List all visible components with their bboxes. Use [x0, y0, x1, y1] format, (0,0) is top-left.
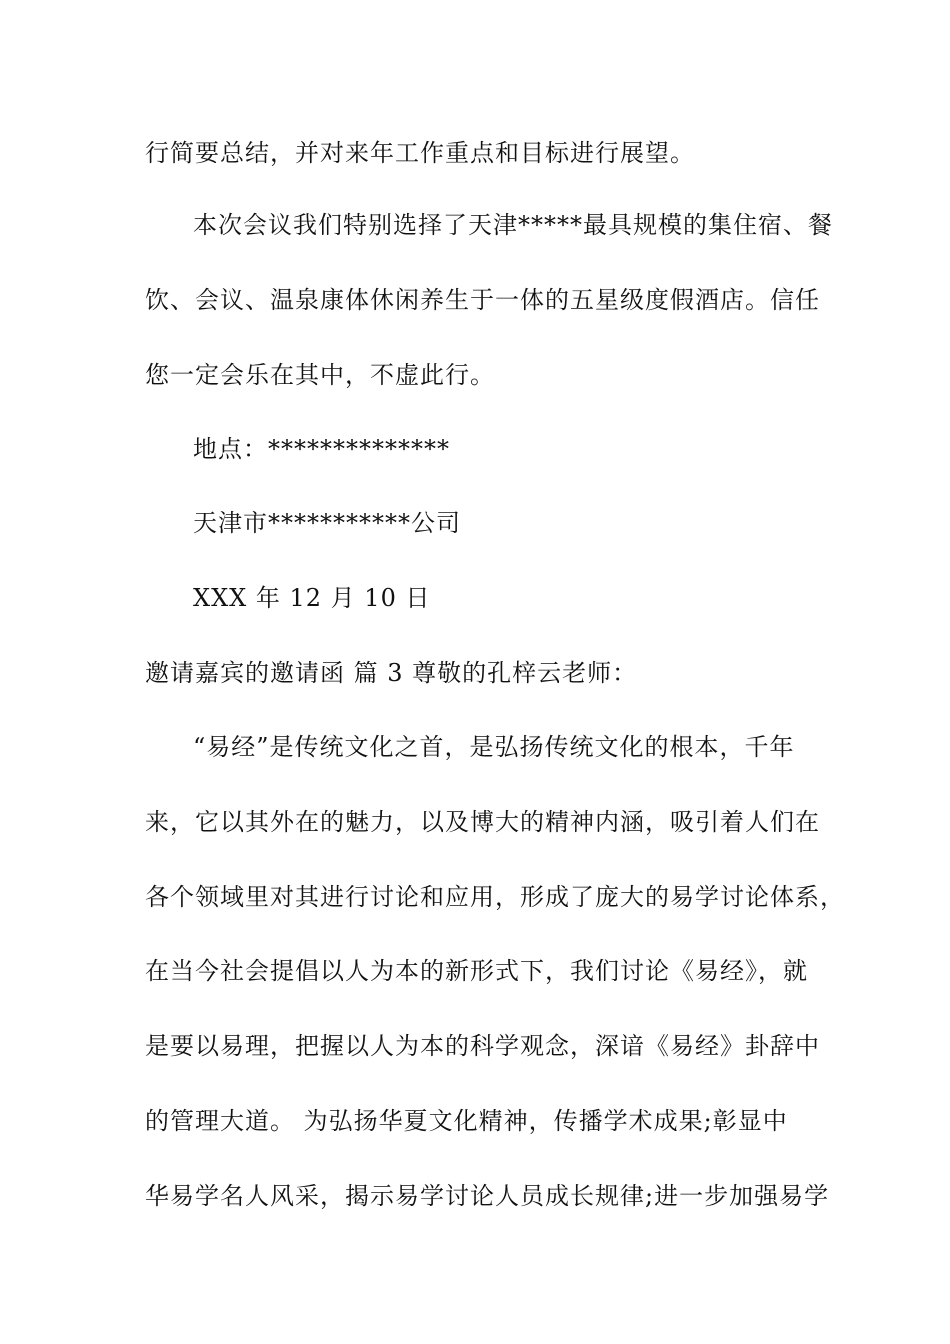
paragraph-line: 您一定会乐在其中，不虚此行。: [145, 361, 495, 389]
paragraph-line: 行简要总结，并对来年工作重点和目标进行展望。: [145, 139, 695, 167]
section-heading-line: 邀请嘉宾的邀请函 篇 3 尊敬的孔梓云老师：: [145, 659, 638, 687]
paragraph-line: 的管理大道。 为弘扬华夏文化精神，传播学术成果;彰显中: [145, 1107, 788, 1135]
date-line: XXX 年 12 月 10 日: [193, 584, 431, 612]
paragraph-line: 来，它以其外在的魅力，以及博大的精神内涵，吸引着人们在: [145, 808, 820, 836]
company-line: 天津市***********公司: [193, 509, 461, 537]
paragraph-line: 在当今社会提倡以人为本的新形式下，我们讨论《易经》，就: [145, 957, 808, 985]
paragraph-line: 华易学名人风采，揭示易学讨论人员成长规律;进一步加强易学: [145, 1182, 830, 1210]
paragraph-line: 是要以易理，把握以人为本的科学观念，深谙《易经》卦辞中: [145, 1032, 820, 1060]
paragraph-line: 本次会议我们特别选择了天津*****最具规模的集住宿、餐: [193, 211, 833, 239]
paragraph-line: 饮、会议、温泉康体休闲养生于一体的五星级度假酒店。信任: [145, 286, 820, 314]
location-line: 地点：**************: [193, 435, 450, 463]
paragraph-line: “易经”是传统文化之首，是弘扬传统文化的根本，千年: [193, 733, 795, 761]
paragraph-line: 各个领域里对其进行讨论和应用，形成了庞大的易学讨论体系，: [145, 883, 845, 911]
